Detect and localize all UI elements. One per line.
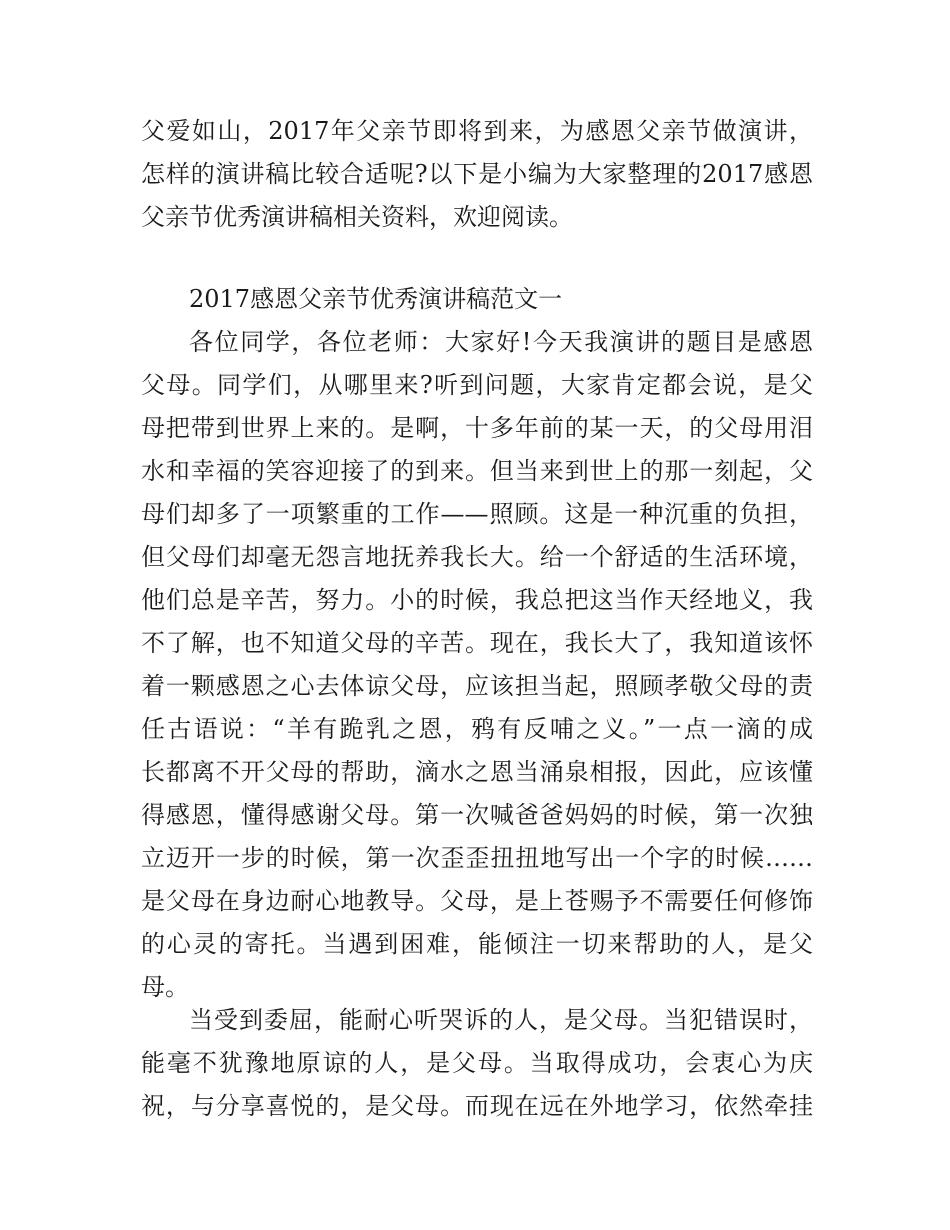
section-title [141,278,813,321]
paragraph-1-line: 母。 [141,973,189,1001]
paragraph-2 [141,999,813,1128]
paragraph-1-line: 着一颗感恩之心去体谅父母，应该担当起，照顾孝敬父母的责 [141,672,813,700]
paragraph-1-line: 各位同学，各位老师：大家好!今天我演讲的题目是感恩 [189,328,813,356]
intro-line-3: 父亲节优秀演讲稿相关资料，欢迎阅读。 [141,203,573,231]
section-title-text: 2017感恩父亲节优秀演讲稿范文一 [189,285,563,313]
paragraph-1-line: 母们却多了一项繁重的工作——照顾。这是一种沉重的负担， [141,500,813,528]
paragraph-2-line: 祝，与分享喜悦的，是父母。而现在远在外地学习，依然牵挂 [141,1092,813,1120]
paragraph-1-line: 长都离不开父母的帮助，滴水之恩当涌泉相报，因此，应该懂 [141,758,813,786]
paragraph-1-line: 父母。同学们，从哪里来?听到问题，大家肯定都会说，是父 [141,371,813,399]
paragraph-1-line: 得感恩，懂得感谢父母。第一次喊爸爸妈妈的时候，第一次独 [141,801,813,829]
paragraph-1-line: 但父母们却毫无怨言地抚养我长大。给一个舒适的生活环境， [141,543,813,571]
paragraph-1-line: 不了解，也不知道父母的辛苦。现在，我长大了，我知道该怀 [141,629,813,657]
paragraph-1-line: 任古语说：“羊有跪乳之恩，鸦有反哺之义。”一点一滴的成 [141,715,813,743]
paragraph-1 [141,321,813,1009]
paragraph-1-line: 立迈开一步的时候，第一次歪歪扭扭地写出一个字的时候…… [141,844,813,872]
intro-line-2: 怎样的演讲稿比较合适呢?以下是小编为大家整理的2017感恩 [141,160,813,188]
paragraph-2-line: 当受到委屈，能耐心听哭诉的人，是父母。当犯错误时， [189,1006,813,1034]
intro-paragraph [141,110,813,239]
intro-line-1: 父爱如山，2017年父亲节即将到来，为感恩父亲节做演讲， [141,117,813,145]
paragraph-1-line: 母把带到世界上来的。是啊，十多年前的某一天，的父母用泪 [141,414,813,442]
paragraph-1-line: 水和幸福的笑容迎接了的到来。但当来到世上的那一刻起，父 [141,457,813,485]
paragraph-1-line: 的心灵的寄托。当遇到困难，能倾注一切来帮助的人，是父 [141,930,813,958]
paragraph-2-line: 能毫不犹豫地原谅的人，是父母。当取得成功，会衷心为庆 [141,1049,813,1077]
paragraph-1-line: 是父母在身边耐心地教导。父母，是上苍赐予不需要任何修饰 [141,887,813,915]
paragraph-1-line: 他们总是辛苦，努力。小的时候，我总把这当作天经地义，我 [141,586,813,614]
